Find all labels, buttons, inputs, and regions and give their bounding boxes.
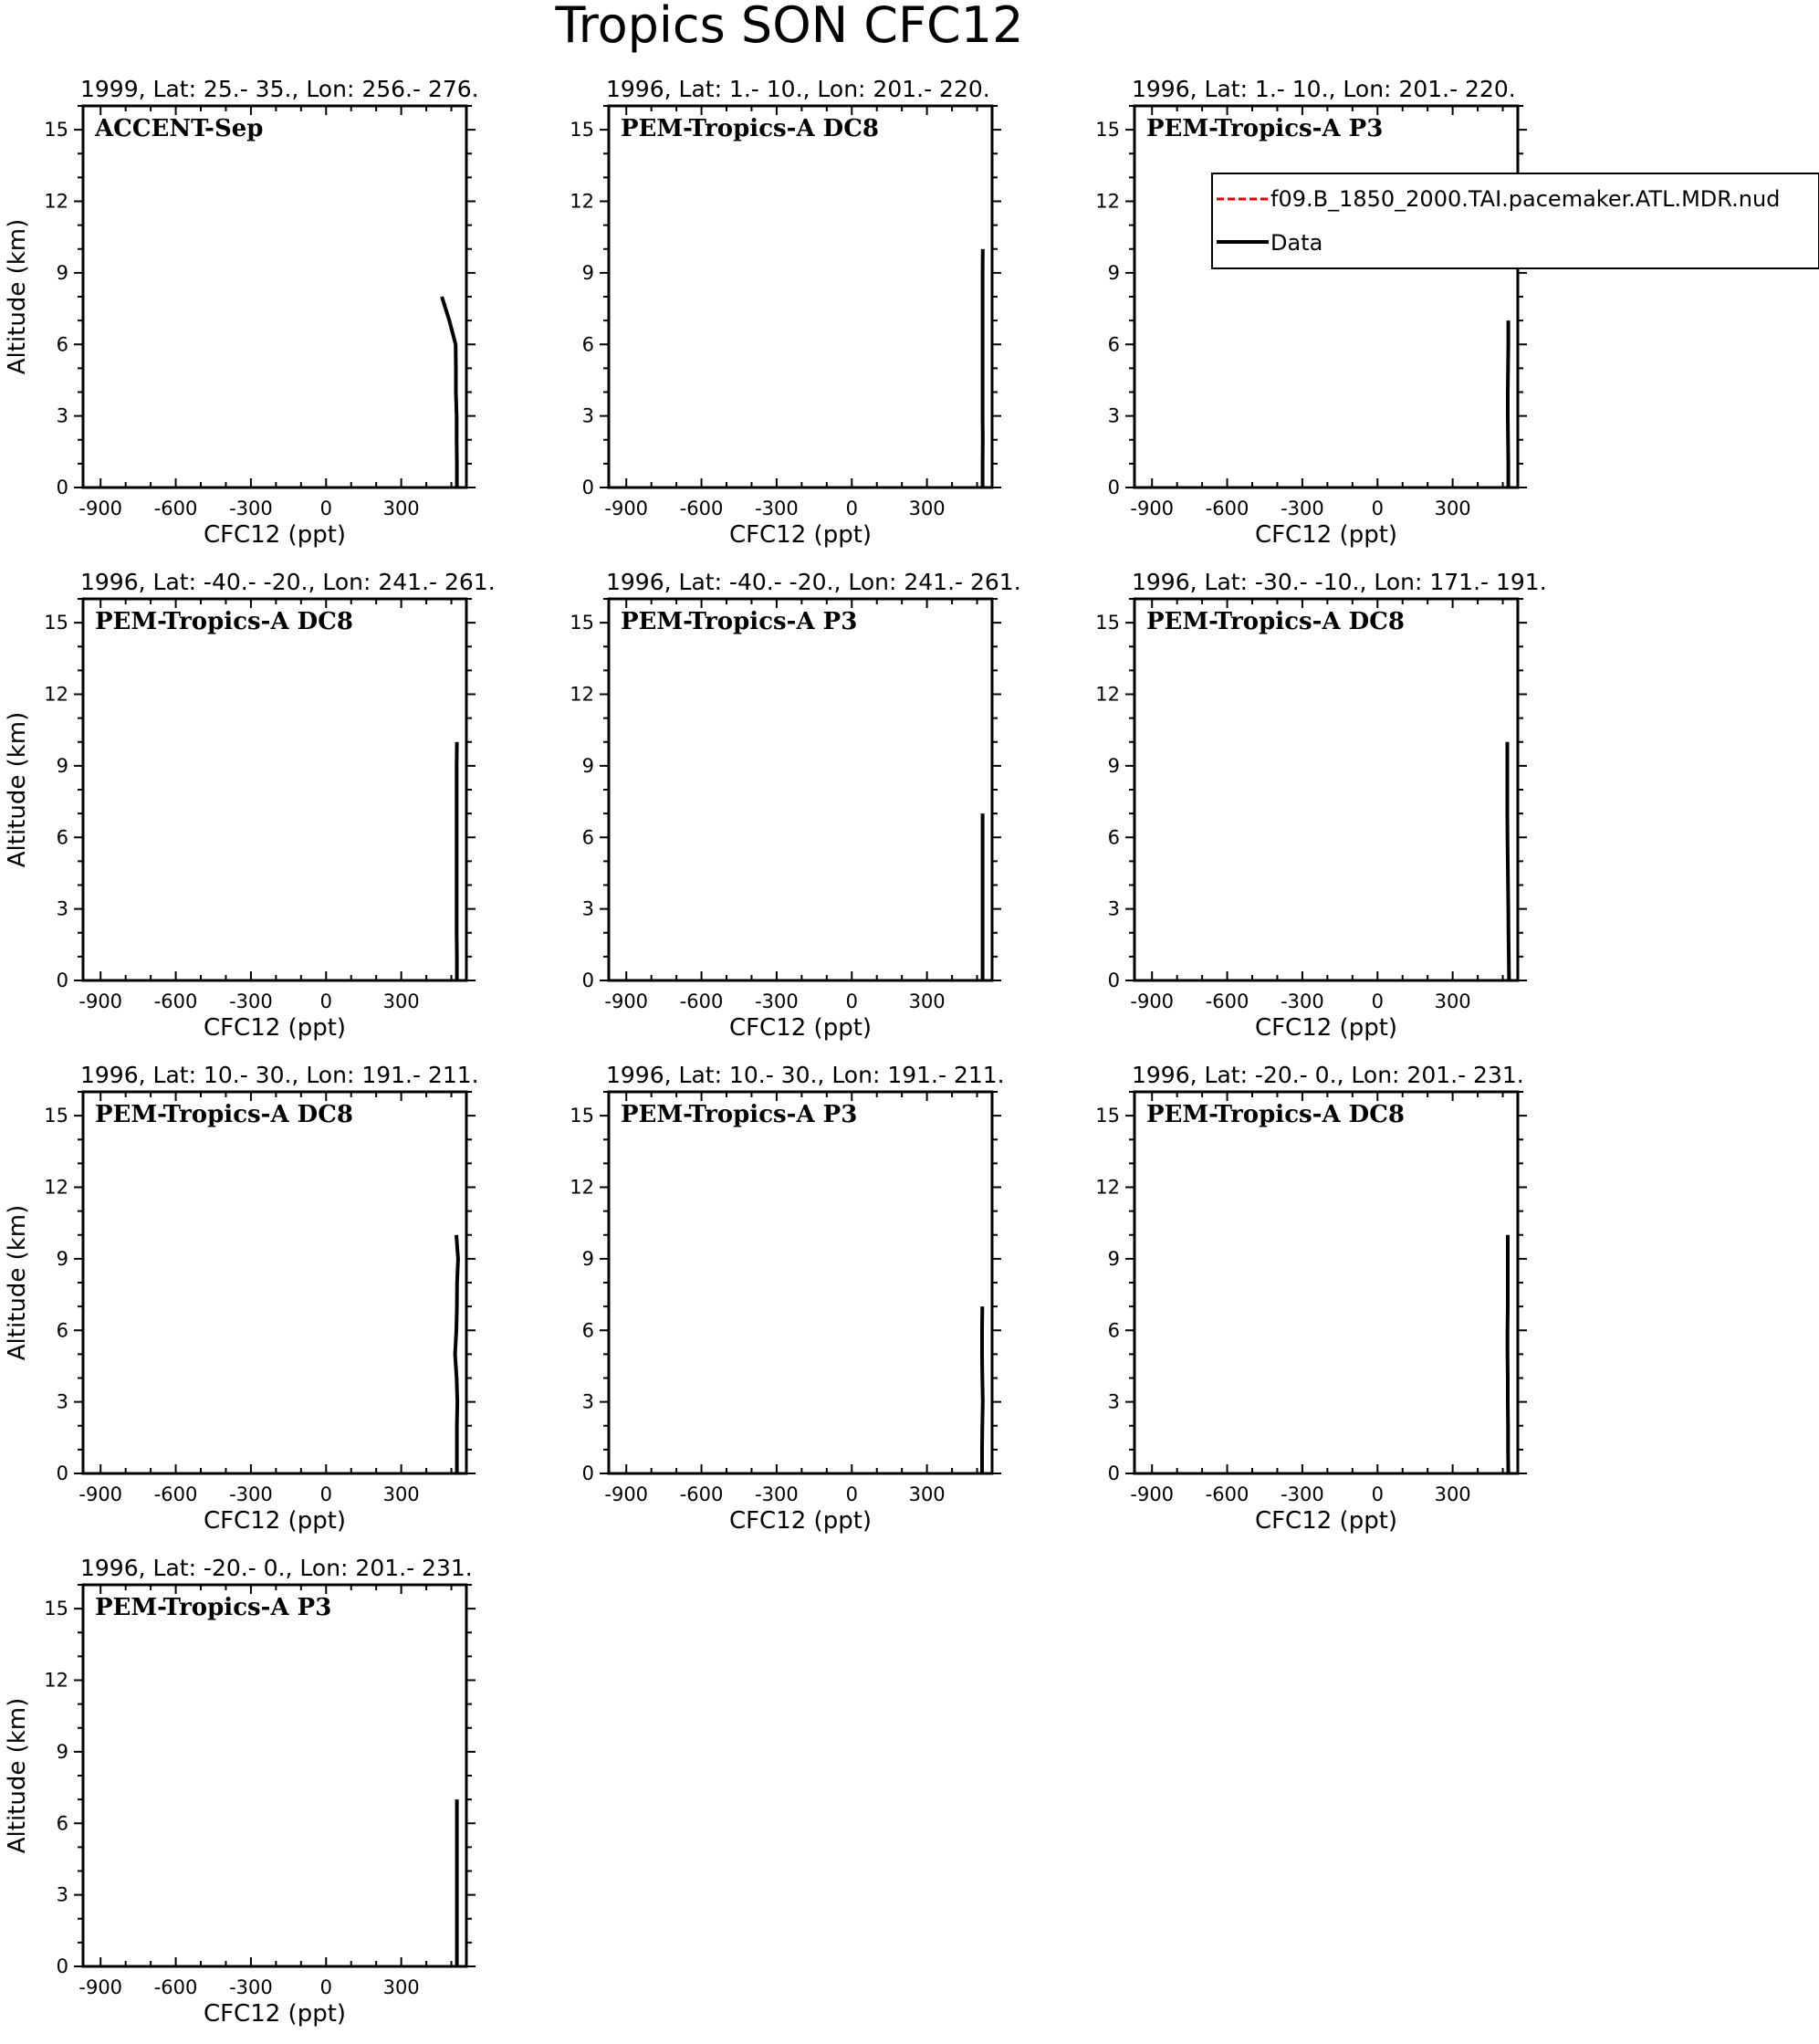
y-tick-label: 3 xyxy=(56,1390,68,1413)
y-tick-label: 9 xyxy=(1107,754,1120,777)
y-tick-label: 15 xyxy=(570,119,594,142)
x-tick-label: -900 xyxy=(78,498,123,519)
panel-1 xyxy=(4,76,479,549)
y-tick-label: 3 xyxy=(1107,897,1120,920)
panel-2 xyxy=(570,76,1001,549)
x-tick-label: -600 xyxy=(679,498,724,519)
panel-annotation: ACCENT-Sep xyxy=(95,115,264,142)
x-tick-label: -600 xyxy=(153,1976,198,1998)
x-axis-label: CFC12 (ppt) xyxy=(1254,1014,1398,1042)
panel-9 xyxy=(1095,1062,1527,1535)
x-tick-label: -900 xyxy=(604,1483,649,1505)
y-tick-label: 15 xyxy=(1095,612,1120,634)
x-tick-label: 0 xyxy=(1371,1483,1384,1505)
y-tick-label: 9 xyxy=(56,754,68,777)
y-tick-label: 12 xyxy=(1095,1176,1120,1199)
x-axis-label: CFC12 (ppt) xyxy=(728,1014,873,1042)
y-tick-label: 0 xyxy=(56,970,68,991)
x-tick-label: -300 xyxy=(755,1483,799,1505)
plot-frame xyxy=(83,106,466,487)
y-axis-label: Altitude (km) xyxy=(4,711,31,868)
x-axis-label: CFC12 (ppt) xyxy=(203,1507,347,1535)
x-tick-label: -300 xyxy=(1281,991,1324,1012)
x-tick-label: 0 xyxy=(845,991,858,1012)
y-tick-label: 3 xyxy=(56,897,68,920)
x-tick-label: -900 xyxy=(1130,991,1175,1012)
x-axis-label: CFC12 (ppt) xyxy=(728,1507,873,1535)
y-tick-label: 3 xyxy=(56,1883,68,1906)
x-tick-label: -900 xyxy=(78,1976,123,1998)
y-tick-label: 0 xyxy=(581,970,594,991)
panel-annotation: PEM-Tropics-A P3 xyxy=(621,608,858,635)
y-tick-label: 9 xyxy=(1107,1247,1120,1270)
x-axis-label: CFC12 (ppt) xyxy=(1254,1507,1398,1535)
y-tick-label: 6 xyxy=(581,1319,594,1342)
y-tick-label: 6 xyxy=(1107,333,1120,356)
x-tick-label: -300 xyxy=(229,498,273,519)
x-tick-label: 300 xyxy=(1434,498,1471,519)
x-tick-label: 300 xyxy=(382,1483,420,1505)
x-tick-label: -600 xyxy=(679,1483,724,1505)
y-tick-label: 12 xyxy=(44,1669,68,1692)
x-tick-label: 300 xyxy=(1434,991,1471,1012)
x-tick-label: 0 xyxy=(319,1976,332,1998)
plot-frame xyxy=(1134,106,1518,487)
x-tick-label: -300 xyxy=(229,1976,273,1998)
y-tick-label: 6 xyxy=(56,1319,68,1342)
figure-title: Tropics SON CFC12 xyxy=(555,0,1024,54)
y-tick-label: 12 xyxy=(1095,683,1120,706)
panel-3 xyxy=(1095,76,1527,549)
x-tick-label: 0 xyxy=(319,498,332,519)
y-tick-label: 15 xyxy=(44,1105,68,1127)
y-tick-label: 0 xyxy=(581,1462,594,1484)
y-tick-label: 3 xyxy=(56,404,68,427)
x-tick-label: 0 xyxy=(845,498,858,519)
x-tick-label: 300 xyxy=(1434,1483,1471,1505)
y-tick-label: 6 xyxy=(581,826,594,849)
panel-annotation: PEM-Tropics-A P3 xyxy=(621,1101,858,1128)
y-tick-label: 0 xyxy=(1107,1462,1120,1484)
y-tick-label: 0 xyxy=(1107,970,1120,991)
panel-annotation: PEM-Tropics-A P3 xyxy=(95,1594,332,1621)
x-tick-label: 300 xyxy=(908,1483,946,1505)
y-tick-label: 0 xyxy=(56,477,68,498)
x-tick-label: -600 xyxy=(153,991,198,1012)
panel-7 xyxy=(4,1062,479,1535)
x-tick-label: -300 xyxy=(229,1483,273,1505)
y-tick-label: 6 xyxy=(1107,1319,1120,1342)
x-tick-label: -300 xyxy=(755,991,799,1012)
y-tick-label: 0 xyxy=(581,477,594,498)
panel-annotation: PEM-Tropics-A DC8 xyxy=(621,115,880,142)
panel-4 xyxy=(4,569,496,1042)
x-tick-label: 0 xyxy=(319,1483,332,1505)
y-tick-label: 6 xyxy=(581,333,594,356)
legend xyxy=(1212,173,1819,268)
y-tick-label: 9 xyxy=(581,1247,594,1270)
y-tick-label: 3 xyxy=(1107,404,1120,427)
x-axis-label: CFC12 (ppt) xyxy=(203,1014,347,1042)
panel-annotation: PEM-Tropics-A P3 xyxy=(1146,115,1384,142)
x-tick-label: -600 xyxy=(1205,1483,1249,1505)
y-tick-label: 9 xyxy=(56,261,68,284)
x-tick-label: -900 xyxy=(1130,1483,1175,1505)
plot-frame xyxy=(83,1585,466,1966)
plot-frame xyxy=(83,599,466,980)
x-tick-label: -900 xyxy=(78,991,123,1012)
y-tick-label: 6 xyxy=(56,826,68,849)
x-tick-label: 0 xyxy=(1371,991,1384,1012)
x-tick-label: -300 xyxy=(1281,1483,1324,1505)
x-tick-label: 0 xyxy=(845,1483,858,1505)
x-tick-label: -600 xyxy=(1205,498,1249,519)
y-axis-label: Altitude (km) xyxy=(4,218,31,375)
panel-subtitle: 1996, Lat: 1.- 10., Lon: 201.- 220. xyxy=(606,76,990,102)
y-tick-label: 12 xyxy=(44,1176,68,1199)
y-tick-label: 9 xyxy=(56,1247,68,1270)
panel-subtitle: 1996, Lat: -40.- -20., Lon: 241.- 261. xyxy=(80,569,496,595)
x-axis-label: CFC12 (ppt) xyxy=(203,521,347,549)
panel-annotation: PEM-Tropics-A DC8 xyxy=(95,1101,354,1128)
y-tick-label: 12 xyxy=(570,683,594,706)
x-tick-label: -300 xyxy=(229,991,273,1012)
plot-frame xyxy=(609,1092,992,1473)
panel-subtitle: 1999, Lat: 25.- 35., Lon: 256.- 276. xyxy=(80,76,479,102)
panel-8 xyxy=(570,1062,1004,1535)
x-tick-label: 0 xyxy=(319,991,332,1012)
y-tick-label: 12 xyxy=(1095,190,1120,213)
x-tick-label: -900 xyxy=(604,991,649,1012)
plot-frame xyxy=(1134,1092,1518,1473)
data-profile-line xyxy=(1508,742,1510,980)
y-tick-label: 3 xyxy=(1107,1390,1120,1413)
x-tick-label: -600 xyxy=(679,991,724,1012)
x-tick-label: 300 xyxy=(382,991,420,1012)
plot-frame xyxy=(1134,599,1518,980)
x-axis-label: CFC12 (ppt) xyxy=(203,2000,347,2028)
data-profile-line xyxy=(1508,1235,1509,1473)
panel-5 xyxy=(570,569,1020,1042)
y-tick-label: 15 xyxy=(1095,119,1120,142)
y-tick-label: 15 xyxy=(1095,1105,1120,1127)
x-tick-label: -600 xyxy=(153,1483,198,1505)
panels-container xyxy=(4,76,1547,2028)
y-tick-label: 0 xyxy=(56,1462,68,1484)
x-tick-label: 300 xyxy=(382,1976,420,1998)
panel-annotation: PEM-Tropics-A DC8 xyxy=(95,608,354,635)
y-tick-label: 12 xyxy=(570,1176,594,1199)
y-tick-label: 9 xyxy=(581,261,594,284)
data-profile-line xyxy=(1508,320,1509,487)
x-tick-label: -600 xyxy=(153,498,198,519)
y-tick-label: 0 xyxy=(1107,477,1120,498)
legend-model-label: f09.B_1850_2000.TAI.pacemaker.ATL.MDR.nud xyxy=(1270,186,1781,212)
y-axis-label: Altitude (km) xyxy=(4,1697,31,1854)
y-tick-label: 6 xyxy=(1107,826,1120,849)
data-profile-line xyxy=(442,297,457,487)
y-tick-label: 0 xyxy=(56,1955,68,1977)
x-tick-label: -300 xyxy=(755,498,799,519)
panel-annotation: PEM-Tropics-A DC8 xyxy=(1146,1101,1406,1128)
panel-subtitle: 1996, Lat: -40.- -20., Lon: 241.- 261. xyxy=(606,569,1021,595)
x-tick-label: -900 xyxy=(604,498,649,519)
panel-subtitle: 1996, Lat: -20.- 0., Lon: 201.- 231. xyxy=(80,1555,473,1581)
x-tick-label: 300 xyxy=(908,991,946,1012)
x-tick-label: 300 xyxy=(908,498,946,519)
data-profile-line xyxy=(982,1306,983,1473)
plot-frame xyxy=(83,1092,466,1473)
x-tick-label: -300 xyxy=(1281,498,1324,519)
y-tick-label: 12 xyxy=(570,190,594,213)
x-tick-label: -900 xyxy=(78,1483,123,1505)
x-axis-label: CFC12 (ppt) xyxy=(1254,521,1398,549)
y-tick-label: 9 xyxy=(56,1740,68,1763)
y-tick-label: 6 xyxy=(56,1812,68,1835)
data-profile-line xyxy=(455,1235,458,1473)
y-tick-label: 15 xyxy=(570,612,594,634)
x-tick-label: 300 xyxy=(382,498,420,519)
x-tick-label: 0 xyxy=(1371,498,1384,519)
y-tick-label: 15 xyxy=(44,1598,68,1620)
y-tick-label: 12 xyxy=(44,190,68,213)
x-axis-label: CFC12 (ppt) xyxy=(728,521,873,549)
x-tick-label: -600 xyxy=(1205,991,1249,1012)
panel-6 xyxy=(1095,569,1546,1042)
panel-subtitle: 1996, Lat: 10.- 30., Lon: 191.- 211. xyxy=(606,1062,1005,1088)
plot-frame xyxy=(609,106,992,487)
y-tick-label: 3 xyxy=(581,404,594,427)
y-tick-label: 3 xyxy=(581,1390,594,1413)
legend-data-label: Data xyxy=(1270,230,1323,256)
y-tick-label: 15 xyxy=(570,1105,594,1127)
y-tick-label: 15 xyxy=(44,612,68,634)
panel-annotation: PEM-Tropics-A DC8 xyxy=(1146,608,1406,635)
y-tick-label: 9 xyxy=(581,754,594,777)
y-tick-label: 15 xyxy=(44,119,68,142)
y-tick-label: 3 xyxy=(581,897,594,920)
panel-subtitle: 1996, Lat: -30.- -10., Lon: 171.- 191. xyxy=(1132,569,1547,595)
plot-frame xyxy=(609,599,992,980)
y-tick-label: 12 xyxy=(44,683,68,706)
y-tick-label: 6 xyxy=(56,333,68,356)
y-tick-label: 9 xyxy=(1107,261,1120,284)
panel-10 xyxy=(4,1555,476,2028)
panel-subtitle: 1996, Lat: 1.- 10., Lon: 201.- 220. xyxy=(1132,76,1516,102)
y-axis-label: Altitude (km) xyxy=(4,1204,31,1361)
x-tick-label: -900 xyxy=(1130,498,1175,519)
panel-subtitle: 1996, Lat: 10.- 30., Lon: 191.- 211. xyxy=(80,1062,479,1088)
panel-subtitle: 1996, Lat: -20.- 0., Lon: 201.- 231. xyxy=(1132,1062,1524,1088)
